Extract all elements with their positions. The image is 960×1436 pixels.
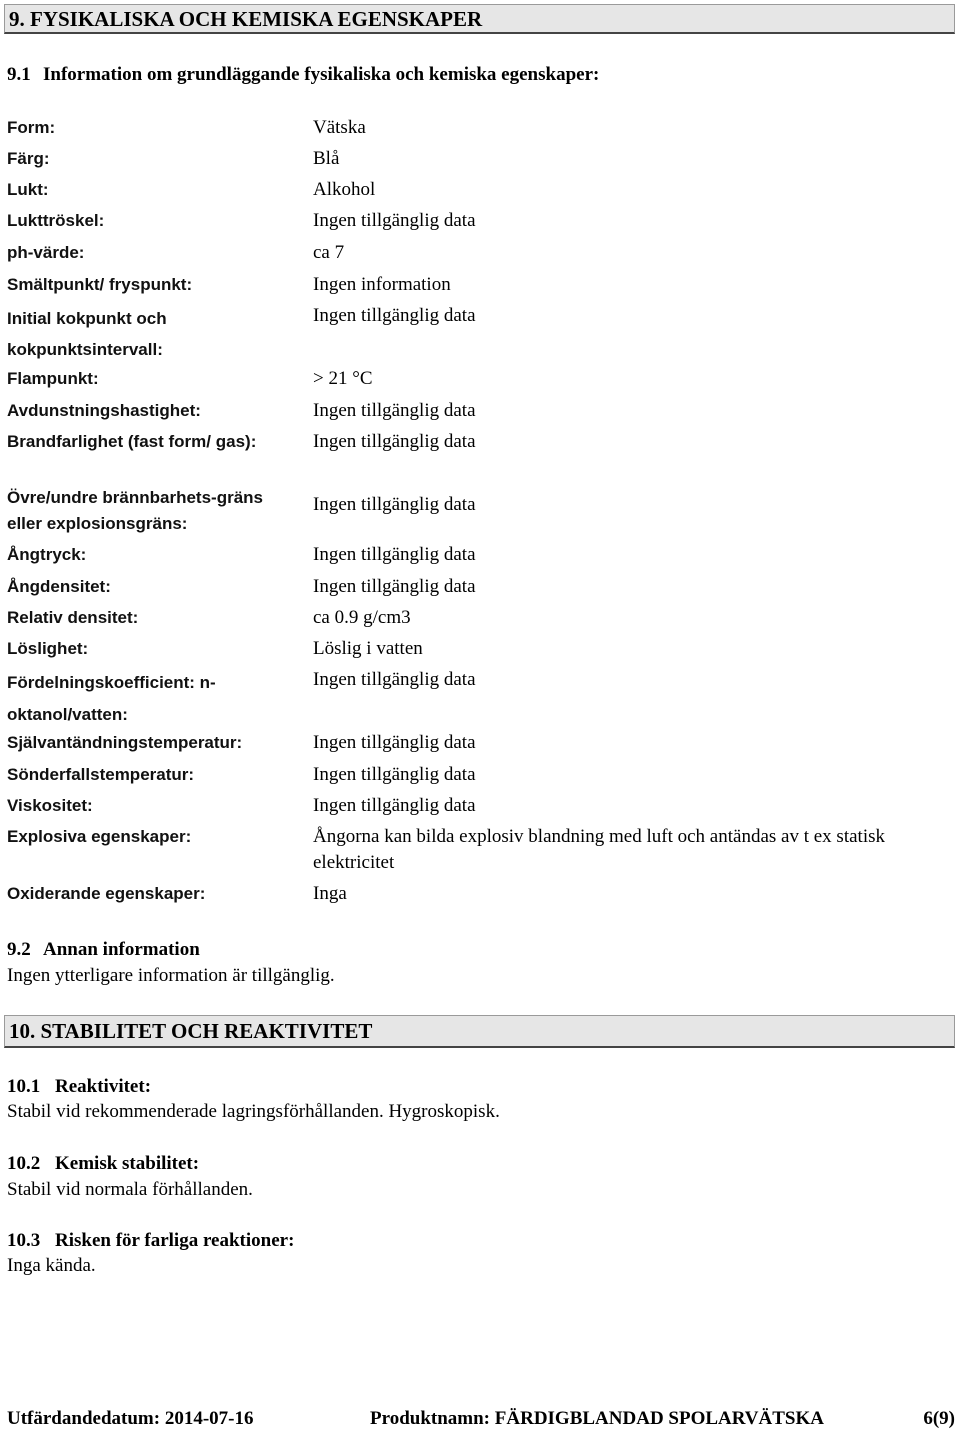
- prop-value-lukttroskel: Ingen tillgänglig data: [313, 210, 476, 231]
- prop-label-relativ-densitet: Relativ densitet:: [7, 608, 139, 627]
- prop-label-farg: Färg:: [7, 149, 50, 168]
- subsection-title: Annan information: [43, 939, 200, 960]
- prop-label-explosiva: Explosiva egenskaper:: [7, 827, 192, 846]
- subsection-number: 10.3: [7, 1230, 41, 1251]
- prop-value-brandfarlighet: Ingen tillgänglig data: [313, 431, 476, 452]
- prop-label-flampunkt: Flampunkt:: [7, 369, 99, 388]
- prop-value-flampunkt: > 21 °C: [313, 368, 373, 389]
- prop-label-oxiderande: Oxiderande egenskaper:: [7, 884, 206, 903]
- footer-product: [370, 1408, 824, 1430]
- prop-label-sonderfall: Sönderfallstemperatur:: [7, 765, 195, 784]
- subsection-title: Information om grundläggande fysikaliska och kemiska egenskaper:: [43, 64, 600, 85]
- prop-value-viskositet: Ingen tillgänglig data: [313, 795, 476, 816]
- section-10-header: 10. STABILITET OCH REAKTIVITET: [4, 1015, 955, 1048]
- prop-label-brandfarlighet: Brandfarlighet (fast form/ gas):: [7, 432, 257, 451]
- subsection-9-2-heading: [7, 939, 200, 961]
- footer-product-label: Produktnamn:: [370, 1408, 491, 1429]
- prop-label-ph: ph-värde:: [7, 243, 85, 262]
- prop-value-kokpunkt: Ingen tillgänglig data: [313, 305, 476, 326]
- subsection-10-3-heading: [7, 1230, 294, 1252]
- subsection-number: 10.2: [7, 1153, 41, 1174]
- prop-value-explosiva: Ångorna kan bilda explosiv blandning med luft och antändas av t ex statisk elektricitet: [313, 826, 885, 873]
- subsection-9-1-heading: [7, 64, 599, 86]
- prop-value-sonderfall: Ingen tillgänglig data: [313, 764, 476, 785]
- subsection-title: Risken för farliga reaktioner:: [55, 1230, 295, 1251]
- prop-value-sjalvantandning: Ingen tillgänglig data: [313, 732, 476, 753]
- prop-label-smaltpunkt: Smältpunkt/ fryspunkt:: [7, 275, 193, 294]
- prop-value-form: Vätska: [313, 117, 366, 138]
- prop-value-fordelningskoefficient: Ingen tillgänglig data: [313, 669, 476, 690]
- prop-label-lukttroskel: Lukttröskel:: [7, 211, 105, 230]
- prop-value-lukt: Alkohol: [313, 179, 376, 200]
- prop-label-angtryck: Ångtryck:: [7, 545, 87, 564]
- prop-value-angdensitet: Ingen tillgänglig data: [313, 576, 476, 597]
- prop-label-brannbarhetsgrans: Övre/undre brännbarhets-gräns eller explosionsgräns:: [7, 488, 264, 533]
- subsection-10-2-text: Stabil vid normala förhållanden.: [7, 1179, 253, 1200]
- prop-label-fordelningskoefficient: Fördelningskoefficient: n-oktanol/vatten:: [7, 673, 216, 724]
- footer-date-label: Utfärdandedatum:: [7, 1408, 161, 1429]
- page-footer: [7, 1408, 955, 1436]
- prop-label-avdunstning: Avdunstningshastighet:: [7, 401, 201, 420]
- prop-value-loslighet: Löslig i vatten: [313, 638, 423, 659]
- prop-label-angdensitet: Ångdensitet:: [7, 577, 111, 596]
- footer-product-value: FÄRDIGBLANDAD SPOLARVÄTSKA: [494, 1408, 824, 1429]
- subsection-number: 9.1: [7, 64, 31, 85]
- prop-value-brannbarhetsgrans: Ingen tillgänglig data: [313, 494, 476, 515]
- footer-date-value: 2014-07-16: [164, 1408, 254, 1429]
- prop-label-kokpunkt: Initial kokpunkt och kokpunktsintervall:: [7, 309, 167, 359]
- subsection-title: Reaktivitet:: [55, 1076, 152, 1097]
- subsection-10-3-text: Inga kända.: [7, 1255, 96, 1276]
- prop-value-ph: ca 7: [313, 242, 345, 263]
- subsection-10-1-text: Stabil vid rekommenderade lagringsförhållanden. Hygroskopisk.: [7, 1101, 500, 1122]
- subsection-title: Kemisk stabilitet:: [55, 1153, 200, 1174]
- subsection-number: 9.2: [7, 939, 31, 960]
- prop-value-farg: Blå: [313, 148, 340, 169]
- prop-value-relativ-densitet: ca 0.9 g/cm3: [313, 607, 411, 628]
- subsection-number: 10.1: [7, 1076, 41, 1097]
- prop-value-avdunstning: Ingen tillgänglig data: [313, 400, 476, 421]
- subsection-9-2-text: Ingen ytterligare information är tillgänglig.: [7, 965, 335, 986]
- prop-label-sjalvantandning: Självantändningstemperatur:: [7, 733, 243, 752]
- prop-label-lukt: Lukt:: [7, 180, 49, 199]
- prop-value-oxiderande: Inga: [313, 883, 347, 904]
- subsection-10-2-heading: [7, 1153, 199, 1175]
- footer-page-number: 6(9): [923, 1408, 955, 1429]
- prop-label-form: Form:: [7, 118, 56, 137]
- prop-label-viskositet: Viskositet:: [7, 796, 93, 815]
- subsection-10-1-heading: [7, 1076, 151, 1098]
- prop-label-loslighet: Löslighet:: [7, 639, 89, 658]
- prop-value-smaltpunkt: Ingen information: [313, 274, 451, 295]
- section-9-header: 9. FYSIKALISKA OCH KEMISKA EGENSKAPER: [4, 4, 955, 34]
- prop-value-angtryck: Ingen tillgänglig data: [313, 544, 476, 565]
- footer-issue-date: [7, 1408, 253, 1430]
